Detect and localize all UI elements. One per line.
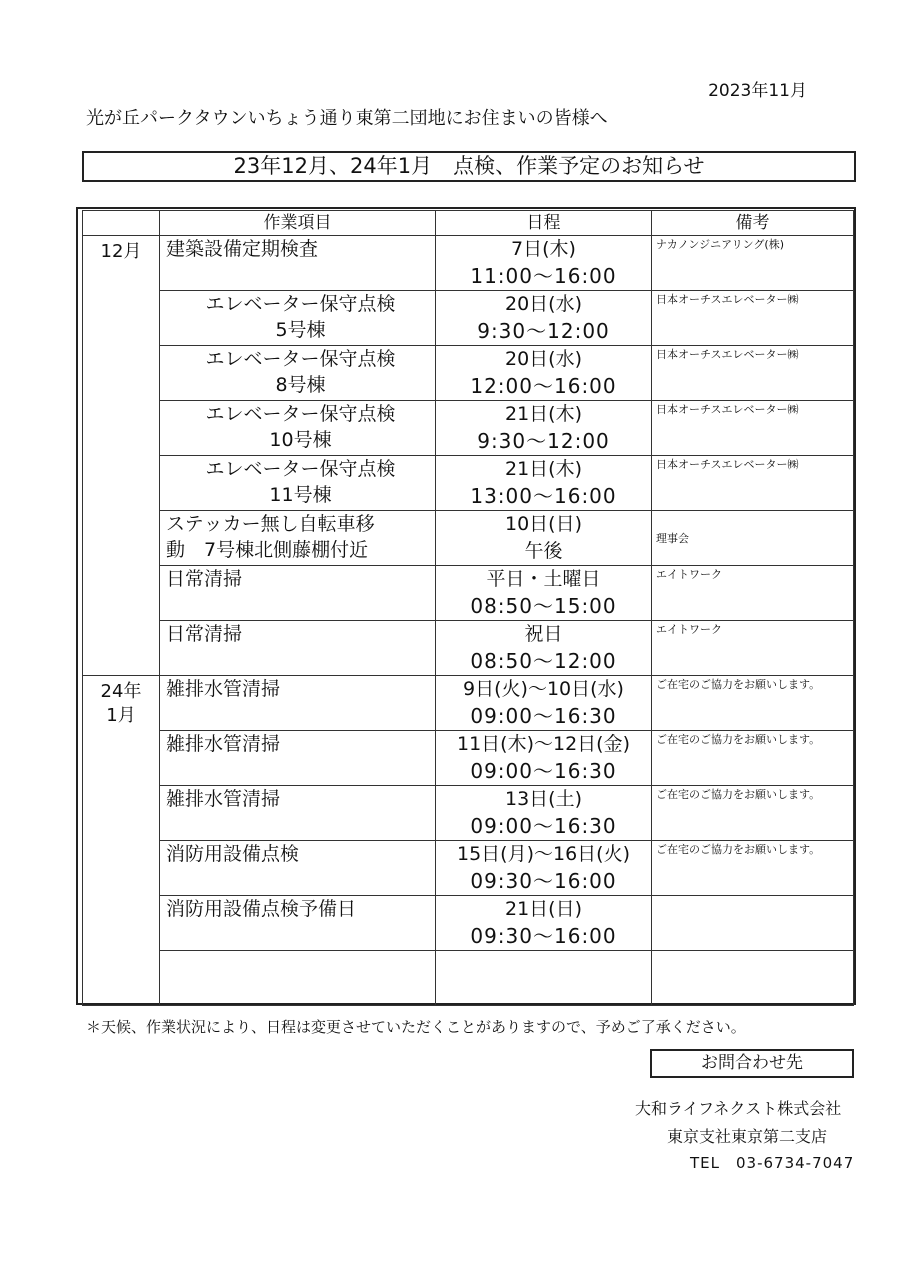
table-header-row <box>83 211 854 236</box>
table-row <box>83 566 854 621</box>
remarks-cell: ご在宅のご協力をお願いします。 <box>652 841 854 896</box>
remarks-cell: ご在宅のご協力をお願いします。 <box>652 676 854 731</box>
telephone-number: TEL 03-6734-7047 <box>690 1154 855 1172</box>
work-item: 日常清掃 <box>160 621 436 676</box>
schedule-cell: 13日(土) 09:00～16:30 <box>436 786 652 841</box>
contact-label: お問合わせ先 <box>650 1049 854 1078</box>
schedule-cell: 祝日 08:50～12:00 <box>436 621 652 676</box>
schedule-cell: 21日(木) 13:00～16:00 <box>436 456 652 511</box>
work-item-empty <box>160 951 436 1006</box>
schedule-table <box>82 210 854 1006</box>
table-row <box>83 401 854 456</box>
company-name: 大和ライフネクスト株式会社 <box>635 1099 842 1118</box>
work-item: 雑排水管清掃 <box>160 786 436 841</box>
table-row <box>83 456 854 511</box>
remarks-cell: エイトワーク <box>652 621 854 676</box>
remarks-cell: ナカノンジニアリング(株) <box>652 236 854 291</box>
work-item: 日常清掃 <box>160 566 436 621</box>
work-item: ステッカー無し自転車移 動 7号棟北側藤棚付近 <box>160 511 436 566</box>
work-item: 消防用設備点検予備日 <box>160 896 436 951</box>
remarks-cell: 日本オーチスエレベーター㈱ <box>652 456 854 511</box>
table-row <box>83 786 854 841</box>
remarks-cell-empty <box>652 951 854 1006</box>
table-row <box>83 621 854 676</box>
document-title: 23年12月、24年1月 点検、作業予定のお知らせ <box>82 151 856 182</box>
work-item: 建築設備定期検査 <box>160 236 436 291</box>
work-item: 消防用設備点検 <box>160 841 436 896</box>
header-work-item: 作業項目 <box>160 211 436 236</box>
remarks-cell: 日本オーチスエレベーター㈱ <box>652 346 854 401</box>
schedule-cell: 11日(木)～12日(金) 09:00～16:30 <box>436 731 652 786</box>
schedule-cell: 21日(日) 09:30～16:00 <box>436 896 652 951</box>
schedule-cell: 9日(火)～10日(水) 09:00～16:30 <box>436 676 652 731</box>
table-row <box>83 841 854 896</box>
header-month <box>83 211 160 236</box>
table-row-empty <box>83 951 854 1006</box>
month-december: 12月 <box>83 236 160 676</box>
table-row <box>83 896 854 951</box>
table-row <box>83 291 854 346</box>
branch-name: 東京支社東京第二支店 <box>667 1127 828 1146</box>
table-row <box>83 731 854 786</box>
work-item: エレベーター保守点検 5号棟 <box>160 291 436 346</box>
document-date: 2023年11月 <box>708 81 807 101</box>
schedule-cell: 21日(木) 9:30～12:00 <box>436 401 652 456</box>
schedule-cell: 15日(月)～16日(火) 09:30～16:00 <box>436 841 652 896</box>
footnote: ＊天候、作業状況により、日程は変更させていただくことがありますので、予めご了承ください。 <box>86 1018 746 1036</box>
schedule-cell: 7日(木) 11:00～16:00 <box>436 236 652 291</box>
schedule-cell-empty <box>436 951 652 1006</box>
table-row <box>83 346 854 401</box>
schedule-cell: 10日(日) 午後 <box>436 511 652 566</box>
greeting-line: 光が丘パークタウンいちょう通り東第二団地にお住まいの皆様へ <box>86 108 608 129</box>
work-item: エレベーター保守点検 8号棟 <box>160 346 436 401</box>
work-item: エレベーター保守点検 10号棟 <box>160 401 436 456</box>
remarks-cell: ご在宅のご協力をお願いします。 <box>652 786 854 841</box>
remarks-cell: 日本オーチスエレベーター㈱ <box>652 401 854 456</box>
header-remarks: 備考 <box>652 211 854 236</box>
work-item: 雑排水管清掃 <box>160 676 436 731</box>
remarks-cell: 日本オーチスエレベーター㈱ <box>652 291 854 346</box>
work-item: エレベーター保守点検 11号棟 <box>160 456 436 511</box>
schedule-cell: 20日(水) 12:00～16:00 <box>436 346 652 401</box>
table-row <box>83 676 854 731</box>
header-schedule: 日程 <box>436 211 652 236</box>
table-row <box>83 236 854 291</box>
remarks-cell <box>652 896 854 951</box>
work-item: 雑排水管清掃 <box>160 731 436 786</box>
remarks-cell: ご在宅のご協力をお願いします。 <box>652 731 854 786</box>
schedule-cell: 20日(水) 9:30～12:00 <box>436 291 652 346</box>
month-january: 24年 1月 <box>83 676 160 1006</box>
schedule-cell: 平日・土曜日 08:50～15:00 <box>436 566 652 621</box>
remarks-cell: 理事会 <box>652 511 854 566</box>
remarks-cell: エイトワーク <box>652 566 854 621</box>
table-row <box>83 511 854 566</box>
